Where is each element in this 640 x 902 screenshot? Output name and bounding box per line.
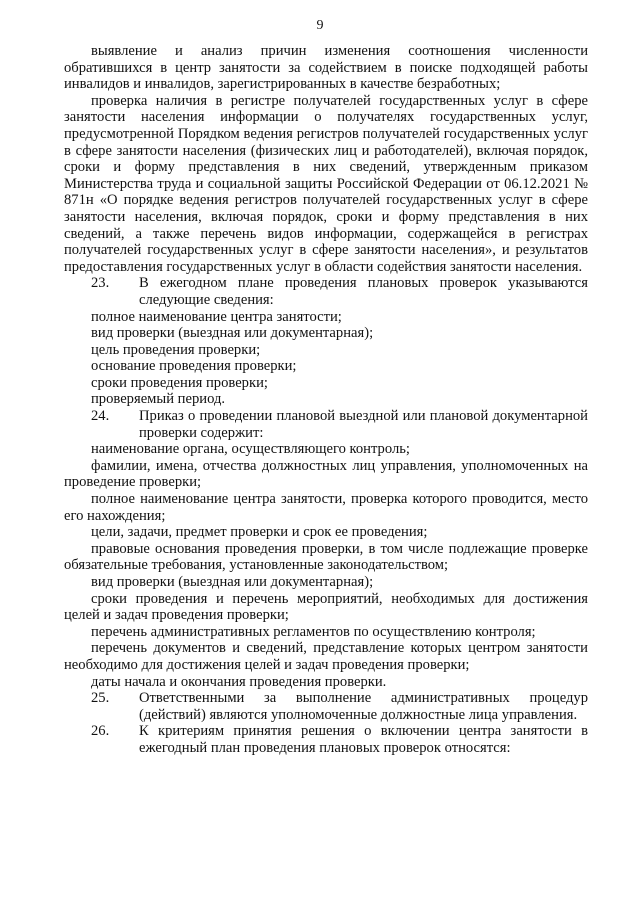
clause-number: 24. bbox=[91, 408, 110, 425]
list-item: полное наименование центра занятости, проверка которого проводится, место его нахождения; bbox=[64, 491, 588, 524]
list-item: наименование органа, осуществляющего контроль; bbox=[91, 441, 410, 458]
clause-text: Приказ о проведении плановой выездной или плановой документарной проверки содержит: bbox=[139, 408, 588, 441]
clause-text: Ответственными за выполнение административных процедур (действий) являются уполномоченные должностные лица управления. bbox=[139, 690, 588, 723]
list-item: сроки проведения проверки; bbox=[91, 374, 268, 391]
clause-26 bbox=[64, 723, 588, 756]
list-item: полное наименование центра занятости; bbox=[91, 308, 342, 325]
clause-number: 26. bbox=[91, 723, 110, 740]
list-item: проверяемый период. bbox=[91, 391, 226, 408]
list-item: сроки проведения и перечень мероприятий, необходимых для достижения целей и задач проведения проверки; bbox=[64, 590, 588, 624]
list-item: перечень документов и сведений, представление которых центром занятости необходимо для достижения целей и задач проведения проверки; bbox=[64, 640, 588, 673]
list-item: вид проверки (выездная или документарная); bbox=[91, 574, 374, 590]
list-item: цели, задачи, предмет проверки и срок ее проведения; bbox=[91, 524, 428, 541]
paragraph-analysis-reasons: выявление и анализ причин изменения соотношения численности обратившихся в центр занятости за содействием в поиске подходящей работы инвалидов и инвалидов, зарегистрированных в качестве безработных; bbox=[64, 43, 588, 93]
page-number: 9 bbox=[316, 18, 324, 33]
clause-text: К критериям принятия решения о включении центра занятости в ежегодный план проведения плановых проверок относятся: bbox=[139, 723, 588, 756]
clause-number: 25. bbox=[91, 690, 110, 707]
list-item: вид проверки (выездная или документарная); bbox=[91, 325, 374, 342]
list-item: даты начала и окончания проведения проверки. bbox=[91, 673, 387, 690]
clause-24 bbox=[64, 408, 588, 441]
list-item: основание проведения проверки; bbox=[91, 358, 297, 375]
list-item: правовые основания проведения проверки, в том числе подлежащие проверке обязательные требования, установленные законодательством; bbox=[64, 540, 588, 574]
list-item: цель проведения проверки; bbox=[91, 341, 261, 358]
clause-23 bbox=[64, 275, 588, 308]
clause-25 bbox=[64, 690, 588, 723]
clause-text: В ежегодном плане проведения плановых проверок указываются следующие сведения: bbox=[139, 275, 588, 308]
clause-number: 23. bbox=[91, 275, 110, 292]
paragraph-register-check: проверка наличия в регистре получателей государственных услуг в сфере занятости населения информации о получателях государственных услуг, предусмотренной Порядком ведения регистров получателей государственных услуг в сфере занятости населения (физических лиц и работодателей), включая порядок, сроки и форму представления в них сведений, утвержденным приказом Министерства труда и социальной защиты Российской Федерации от 06.12.2021 № 871н «О порядке ведения регистров получателей государственных услуг в сфере занятости населения, включая порядок, сроки и форму представления в них сведений, а также перечень видов информации, содержащейся в регистрах получателей государственных услуг в сфере занятости населения», и результатов предоставления государственных услуг в области содействия занятости населения. bbox=[64, 92, 588, 275]
document-body bbox=[64, 43, 588, 757]
list-item: перечень административных регламентов по осуществлению контроля; bbox=[91, 623, 536, 640]
list-item: фамилии, имена, отчества должностных лиц управления, уполномоченных на проведение проверки; bbox=[64, 457, 588, 491]
